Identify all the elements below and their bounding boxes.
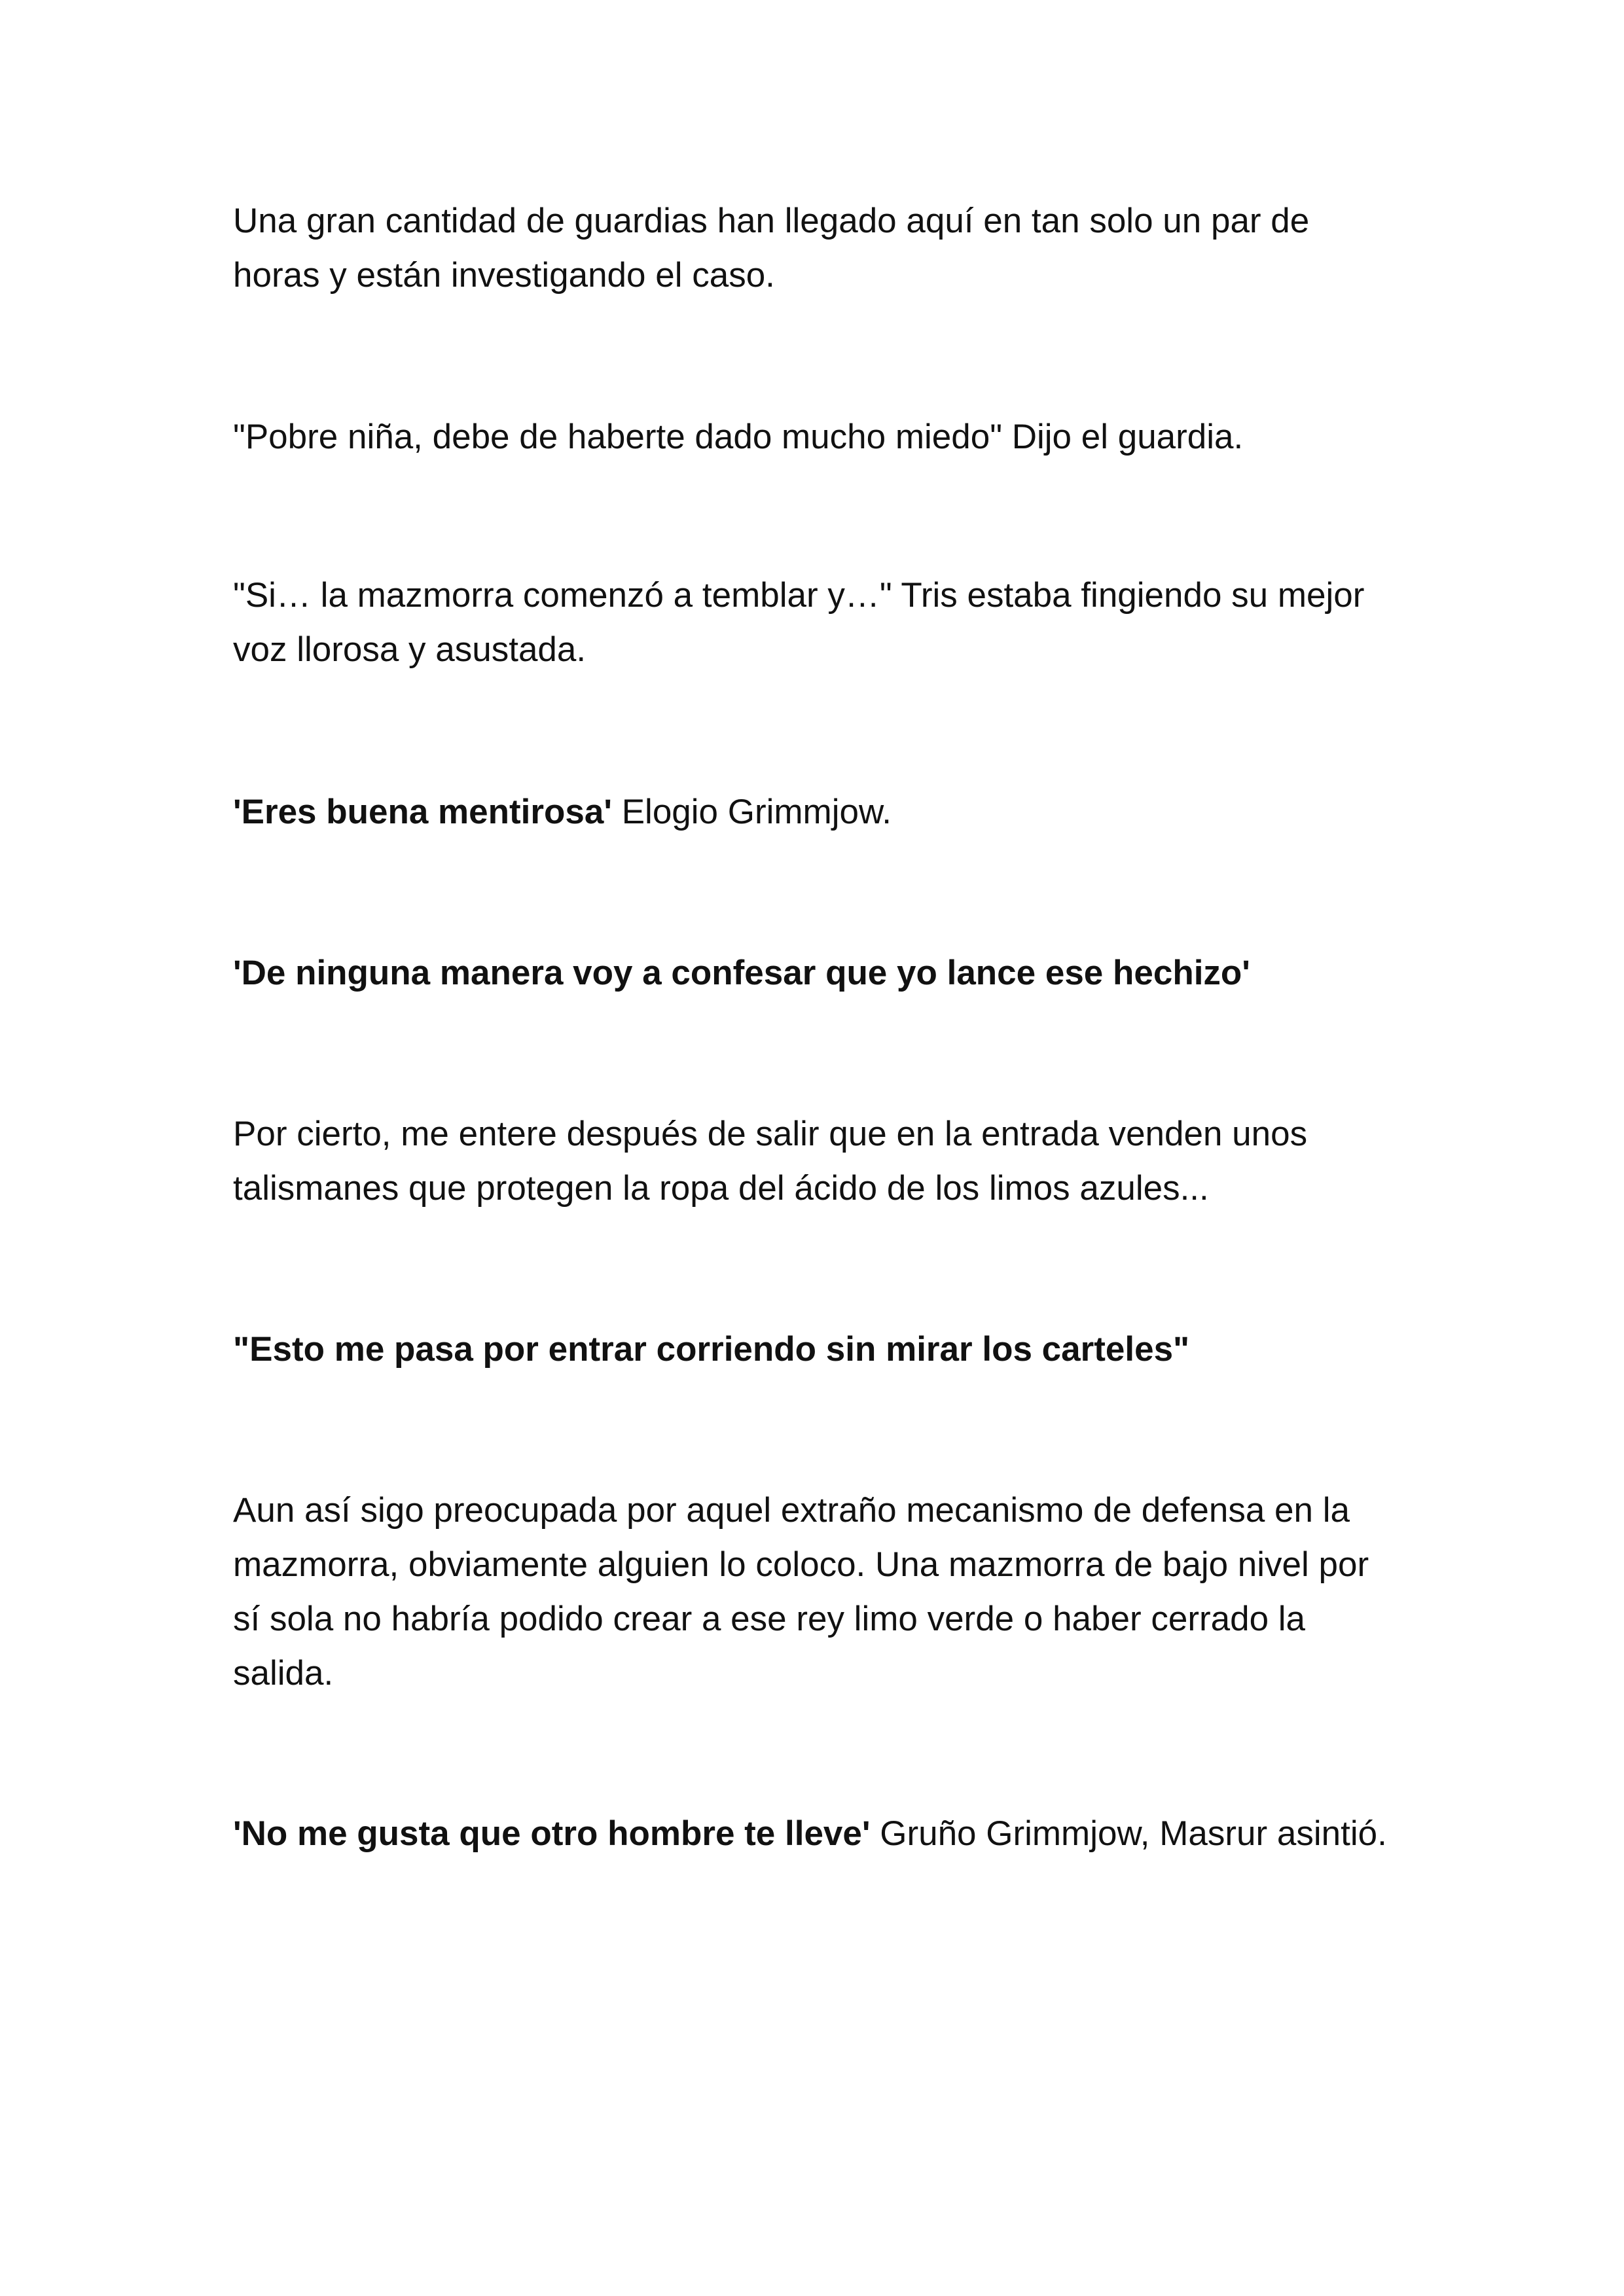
paragraph-defense-mechanism <box>233 1483 1411 1700</box>
paragraph-text: Elogio Grimmjow. <box>611 793 892 831</box>
paragraph-tris-dialogue <box>233 568 1411 677</box>
paragraph-line: mazmorra, obviamente alguien lo coloco. Una mazmorra de bajo nivel por <box>233 1545 1369 1584</box>
paragraph-signs-thought <box>233 1322 1411 1376</box>
paragraph-line: "Pobre niña, debe de haberte dado mucho miedo" Dijo el guardia. <box>233 418 1244 456</box>
paragraph-line: salida. <box>233 1654 334 1693</box>
paragraph-line: Aun así sigo preocupada por aquel extraño mecanismo de defensa en la <box>233 1491 1350 1530</box>
paragraph-line: talismanes que protegen la ropa del ácido de los limos azules... <box>233 1169 1209 1208</box>
paragraph-line: horas y están investigando el caso. <box>233 256 775 295</box>
paragraph-line: sí sola no habría podido crear a ese rey limo verde o haber cerrado la <box>233 1600 1306 1638</box>
paragraph-guard-dialogue <box>233 410 1411 464</box>
bold-thought: 'No me gusta que otro hombre te lleve' <box>233 1814 871 1853</box>
paragraph-talismans <box>233 1107 1411 1215</box>
paragraph-line: "Si… la mazmorra comenzó a temblar y…" Tris estaba fingiendo su mejor <box>233 576 1365 615</box>
bold-thought: 'Eres buena mentirosa' <box>233 793 612 831</box>
paragraph-text: Gruño Grimmjow, Masrur asintió. <box>870 1814 1387 1853</box>
paragraph-grimmjow-praise <box>233 785 1411 839</box>
paragraph-line: Una gran cantidad de guardias han llegado aquí en tan solo un par de <box>233 202 1310 240</box>
paragraph-guards-arrive <box>233 194 1411 302</box>
bold-thought: 'De ninguna manera voy a confesar que yo lance ese hechizo' <box>233 954 1250 992</box>
paragraph-grimmjow-growl <box>233 1806 1411 1861</box>
paragraph-line: Por cierto, me entere después de salir que en la entrada venden unos <box>233 1115 1308 1153</box>
paragraph-line: voz llorosa y asustada. <box>233 630 586 669</box>
paragraph-confession-thought <box>233 946 1411 1000</box>
bold-thought: "Esto me pasa por entrar corriendo sin mirar los carteles" <box>233 1330 1190 1369</box>
